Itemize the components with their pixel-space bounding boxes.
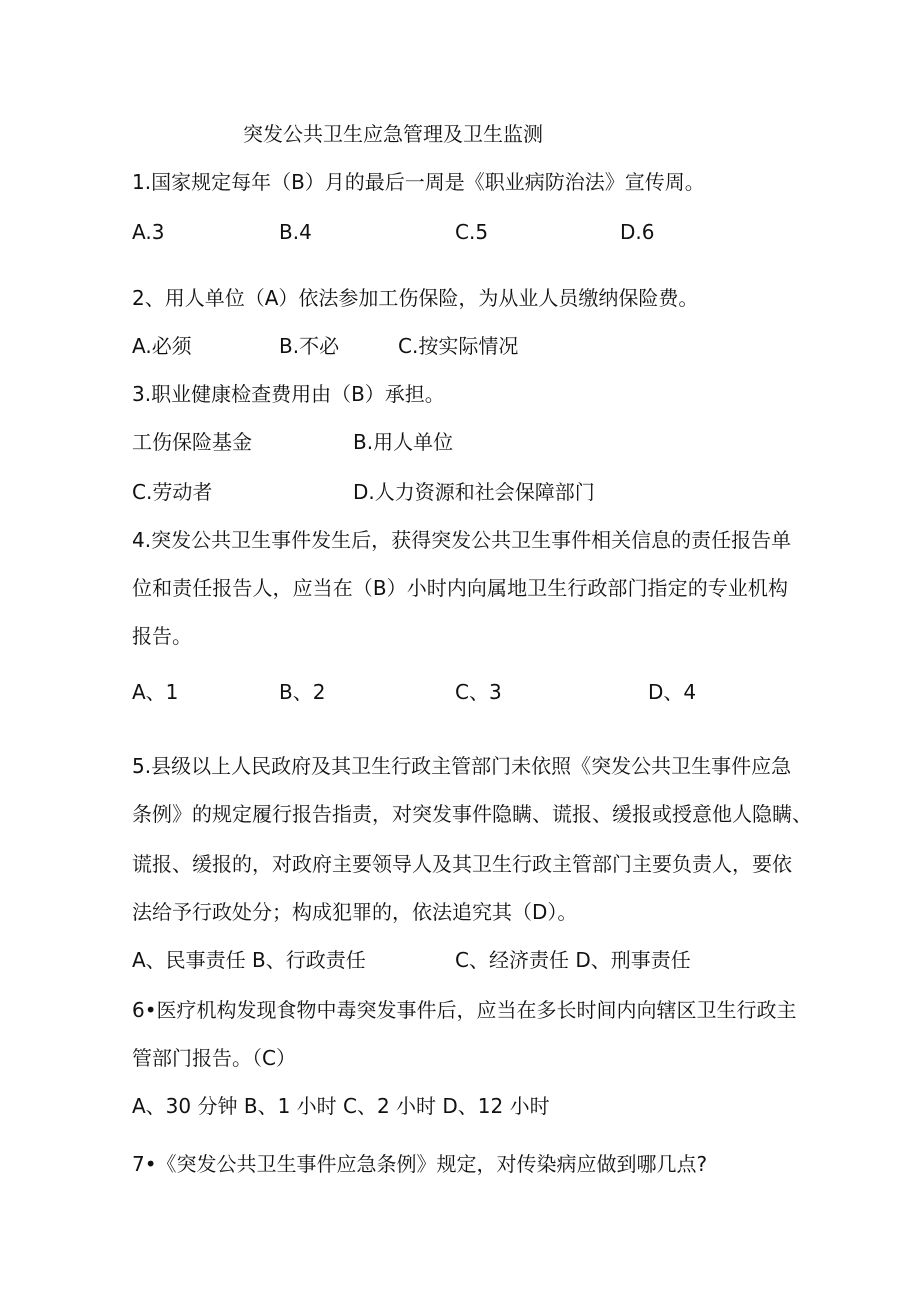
- question-4-line-3: 报告。: [132, 624, 192, 648]
- document-title: 突发公共卫生应急管理及卫生监测: [243, 122, 543, 146]
- question-5-line-2: 条例》的规定履行报告指责，对突发事件隐瞒、谎报、缓报或授意他人隐瞒、: [132, 802, 812, 826]
- q1-option-c: C.5: [455, 220, 489, 244]
- q4-option-c: C、3: [455, 680, 502, 704]
- question-5-line-3: 谎报、缓报的，对政府主要领导人及其卫生行政主管部门主要负责人，要依: [132, 852, 792, 876]
- question-6-line-1: 6•医疗机构发现食物中毒突发事件后，应当在多长时间内向辖区卫生行政主: [132, 998, 797, 1022]
- question-5-line-4: 法给予行政处分；构成犯罪的，依法追究其（D）。: [132, 900, 578, 924]
- question-7: 7•《突发公共卫生事件应急条例》规定，对传染病应做到哪几点?: [132, 1152, 708, 1176]
- q5-options-ab: A、民事责任 B、行政责任: [132, 948, 366, 972]
- q6-options: A、30 分钟 B、1 小时 C、2 小时 D、12 小时: [132, 1094, 550, 1118]
- question-4-line-2: 位和责任报告人，应当在（B）小时内向属地卫生行政部门指定的专业机构: [132, 576, 788, 600]
- q1-option-d: D.6: [620, 220, 655, 244]
- question-3: 3.职业健康检查费用由（B）承担。: [132, 382, 445, 406]
- q4-option-d: D、4: [648, 680, 697, 704]
- q5-options-cd: C、经济责任 D、刑事责任: [455, 948, 691, 972]
- q2-option-b: B.不必: [279, 334, 340, 358]
- question-6-line-2: 管部门报告。（C）: [132, 1046, 296, 1070]
- question-1: 1.国家规定每年（B）月的最后一周是《职业病防治法》宣传周。: [132, 170, 705, 194]
- question-4-line-1: 4.突发公共卫生事件发生后，获得突发公共卫生事件相关信息的责任报告单: [132, 528, 792, 552]
- q3-option-b: B.用人单位: [353, 430, 454, 454]
- q3-option-a: 工伤保险基金: [132, 430, 252, 454]
- q2-option-c: C.按实际情况: [398, 334, 519, 358]
- q3-option-c: C.劳动者: [132, 480, 213, 504]
- q1-option-a: A.3: [132, 220, 165, 244]
- q4-option-a: A、1: [132, 680, 179, 704]
- q4-option-b: B、2: [279, 680, 326, 704]
- q1-option-b: B.4: [279, 220, 312, 244]
- question-2: 2、用人单位（A）依法参加工伤保险，为从业人员缴纳保险费。: [132, 286, 699, 310]
- question-5-line-1: 5.县级以上人民政府及其卫生行政主管部门未依照《突发公共卫生事件应急: [132, 754, 792, 778]
- q2-option-a: A.必须: [132, 334, 192, 358]
- q3-option-d: D.人力资源和社会保障部门: [353, 480, 595, 504]
